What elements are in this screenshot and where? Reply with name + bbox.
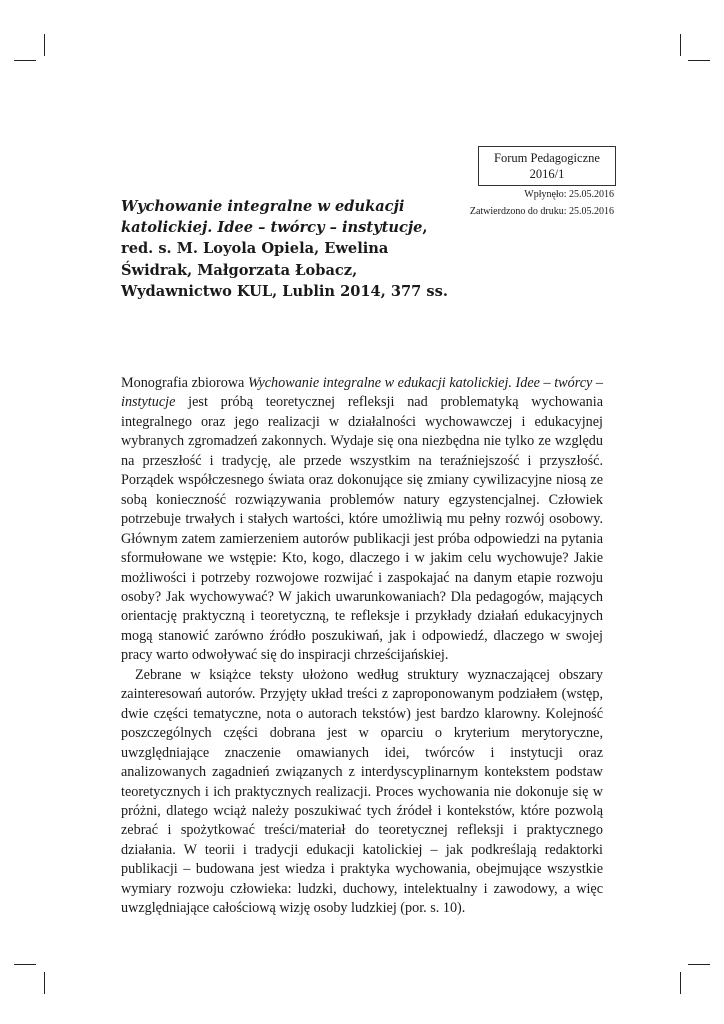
paragraph-1-rest: jest próbą teoretycznej refleksji nad problematyką wychowania integralnego oraz jego realizacji w działalności wychowawczej i edukacyjnej wybranych zgromadzeń zakonnych. Wydaje się ona niezbędna nie tylko ze względu na przeszłość i tradycję, ale przede wszystkim na teraźniejszość i przyszłość. Porządek współczesnego świata oraz dokonujące się zmiany cywilizacyjne niosą ze sobą konieczność rozwiązywania problemów natury egzystencjalnej. Człowiek potrzebuje trwałych i stałych wartości, które umożliwią mu pełny rozwój osobowy. Głównym zatem zamierzeniem autorów publikacji jest próba odpowiedzi na pytania sformułowane we wstępie: Kto, kogo, dlaczego i w jakim celu wychowuje? Jakie możliwości i potrzeby rozwojowe rozwijać i zaspokajać na danym etapie rozwoju osoby? Jak wychowywać? W jakich uwarunkowaniach? Dla pedagogów, mających orientację praktyczną i teoretyczną, te refleksje i przykłady działań edukacyjnych mogą stanowić zarówno źródło poszukiwań, jak i odpowiedź, dlaczego w swojej pracy warto odwoływać się do inspiracji chrześcijańskiej. [121,394,603,664]
review-body [121,374,603,919]
editors-line-2: Świdrak, Małgorzata Łobacz, [121,261,358,279]
book-title-line-2-italic: katolickiej. Idee – twórcy – instytucje [121,219,423,237]
received-date: Wpłynęło: 25.05.2016 [524,189,614,200]
approved-date: Zatwierdzono do druku: 25.05.2016 [469,206,614,217]
book-title-line-1: Wychowanie integralne w edukacji [121,198,405,215]
crop-mark-bottom-right [680,972,681,994]
crop-mark-bottom-left-h [14,964,36,965]
book-title-line-2 [121,217,441,238]
crop-mark-bottom-right-h [688,964,710,965]
crop-mark-top-left-h [14,60,36,61]
book-title-line-2-rest: , [422,219,428,237]
crop-mark-bottom-left [44,972,45,994]
review-title [121,196,448,302]
publisher-line: Wydawnictwo KUL, Lublin 2014, 377 ss. [121,282,448,300]
editors-line-1: red. s. M. Loyola Opiela, Ewelina [121,240,389,258]
crop-mark-top-right [680,34,681,56]
paragraph-1-book-title: Wychowanie integralne w edukacji katolickiej. Idee – twórcy – instytucje [121,375,604,411]
crop-mark-top-right-h [688,60,710,61]
publication-dates [470,186,614,220]
journal-header-box [478,146,616,186]
paragraph-1 [121,374,603,666]
journal-name: Forum Pedagogiczne [494,151,600,165]
crop-mark-top-left [44,34,45,56]
paragraph-1-start: Monografia zbiorowa [121,375,248,391]
paragraph-2: Zebrane w książce teksty ułożono według struktury wyznaczającej obszary zainteresowań autorów. Przyjęty układ treści z zaproponowanym podziałem (wstęp, dwie części tematyczne, nota o autorach tekstów) jest bardzo klarowny. Kolejność poszczególnych części dobrana jest w oparciu o kryterium merytoryczne, uwzględniające znaczenie omawianych idei, twórców i instytucji oraz analizowanych zagadnień związanych z interdyscyplinarnym kontekstem podstaw teoretycznych i ich praktycznych realizacji. Proces wychowania nie dokonuje się w próżni, dlatego wciąż należy poszukiwać tych źródeł i kontekstów, które pozwolą zebrać i spożytkować treści/materiał do teoretycznej refleksji i praktycznego działania. W teorii i tradycji edukacji katolickiej – jak podkreślają redaktorki publikacji – budowana jest wiedza i praktyka wychowania, obejmujące wszystkie wymiary rozwoju człowieka: ludzki, duchowy, intelektualny i zawodowy, a więc uwzględniające całościową wizję osoby ludzkiej (por. s. 10). [121,666,603,917]
journal-issue: 2016/1 [529,167,565,181]
